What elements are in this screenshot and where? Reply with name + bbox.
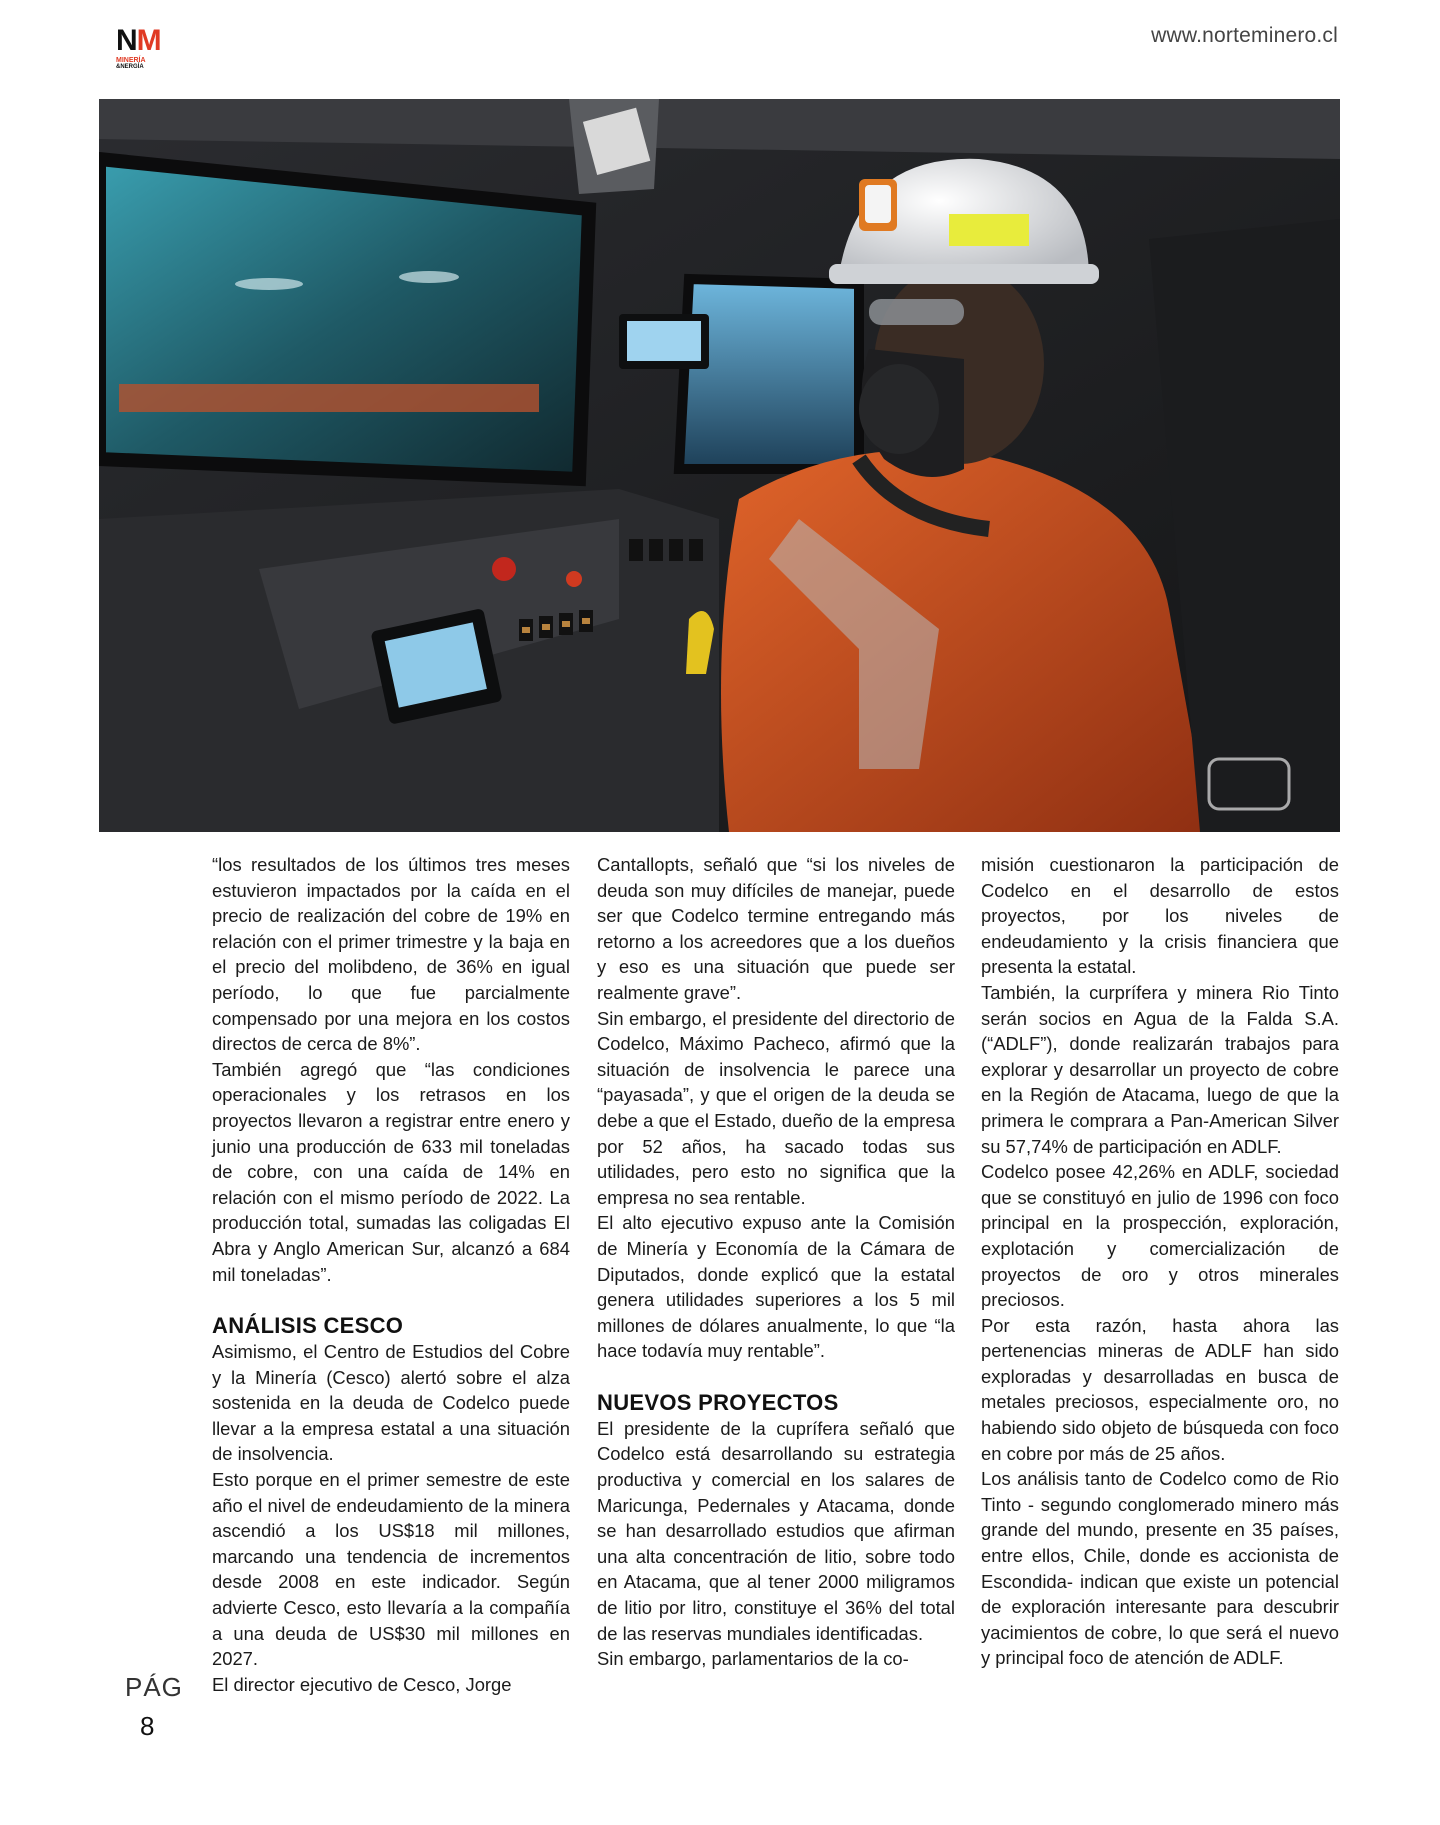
logo-letter-m: M: [136, 24, 161, 57]
section-heading-analisis-cesco: ANÁLISIS CESCO: [212, 1313, 404, 1339]
col3-paragraph-5: Los análisis tanto de Codelco como de Rio Tinto - segundo conglomerado minero más grande del mundo, presente en 35 países, entre ellos, Chile, donde es accionista de Escondida- indican que existe un potencial de exploración interesante para descubrir yacimientos de cobre, lo que será el nuevo y principal foco de atención de ADLF.: [981, 1468, 1339, 1669]
col2-paragraph-1: Cantallopts, señaló que “si los niveles de deuda son muy difíciles de manejar, puede ser que Codelco termine entregando más retorno a los acreedores que a los dueños y eso es una situación que puede ser realmente grave”.: [597, 854, 955, 1003]
article-column-2: [597, 852, 955, 1672]
col2-paragraph-3: El alto ejecutivo expuso ante la Comisión de Minería y Economía de la Cámara de Diputados, donde explicó que la estatal genera utilidades superiores a los 5 mil millones de dólares anualmente, lo que “la hace todavía muy rentable”.: [597, 1212, 955, 1362]
logo-letter-n: N: [116, 24, 137, 57]
col3-paragraph-1: misión cuestionaron la participación de Codelco en el desarrollo de estos proyectos, por los niveles de endeudamiento y la crisis financiera que presenta la estatal.: [981, 854, 1339, 978]
col1-paragraph-5: El director ejecutivo de Cesco, Jorge: [212, 1673, 512, 1695]
logo-subtitle-1: MINERÍA: [116, 57, 146, 64]
site-url[interactable]: www.norteminero.cl: [1151, 24, 1338, 47]
col3-paragraph-4: Por esta razón, hasta ahora las pertenencias mineras de ADLF han sido exploradas y desarrolladas en busca de metales preciosos, especialmente oro, no habiendo sido objeto de búsqueda con foco en cobre por más de 25 años.: [981, 1314, 1339, 1464]
col1-paragraph-2: También agregó que “las condiciones operacionales y los retrasos en los proyectos llevaron a registrar entre enero y junio una producción de 633 mil toneladas de cobre, con una caída de 14% en relación con el mismo período de 2022. La producción total, sumadas las coligadas El Abra y Anglo American Sur, alcanzó a 684 mil toneladas”.: [212, 1058, 570, 1285]
brand-logo: [116, 26, 176, 70]
section-heading-nuevos-proyectos: NUEVOS PROYECTOS: [597, 1389, 839, 1415]
col1-paragraph-1: “los resultados de los últimos tres meses estuvieron impactados por la caída en el precio de realización del cobre de 19% en relación con el primer trimestre y la baja en el precio del molibdeno, de 36% en igual período, lo que fue parcialmente compensado por una mejora en los costos directos de cerca de 8%”.: [212, 854, 570, 1055]
logo-subtitle-2: &NERGÍA: [116, 64, 144, 70]
col2-paragraph-5: Sin embargo, parlamentarios de la co-: [597, 1648, 909, 1670]
article-column-3: [981, 852, 1339, 1671]
col2-paragraph-2: Sin embargo, el presidente del directorio de Codelco, Máximo Pacheco, afirmó que la situación de insolvencia le parece una “payasada”, y que el origen de la deuda se debe a que el Estado, dueño de la empresa por 52 años, ha sacado todas sus utilidades, pero esto no significa que la empresa no sea rentable.: [597, 1007, 955, 1208]
miner-cab-photo: [99, 99, 1340, 832]
page-number: 8: [140, 1711, 155, 1741]
article-column-1: [212, 852, 570, 1697]
col2-paragraph-4: El presidente de la cuprífera señaló que Codelco está desarrollando su estrategia productiva y comercial en los salares de Maricunga, Pedernales y Atacama, donde se han desarrollado estudios que afirman una alta concentración de litio, sobre todo en Atacama, que al tener 2000 miligramos de litio por litro, constituye el 36% del total de las reservas mundiales identificadas.: [597, 1417, 955, 1644]
page-label: PÁG: [125, 1672, 183, 1702]
col3-paragraph-3: Codelco posee 42,26% en ADLF, sociedad que se constituyó en julio de 1996 con foco principal en la prospección, exploración, explotación y comercialización de proyectos de oro y otros minerales preciosos.: [981, 1161, 1339, 1311]
col1-paragraph-3: Asimismo, el Centro de Estudios del Cobre y la Minería (Cesco) alertó sobre el alza sostenida en la deuda de Codelco puede llevar a la empresa estatal a una situación de insolvencia.: [212, 1341, 570, 1465]
col3-paragraph-2: También, la curprífera y minera Rio Tinto serán socios en Agua de la Falda S.A. (“ADLF”), donde realizarán trabajos para explorar y desarrollar un proyecto de cobre en la Región de Atacama, luego de que la primera le comprara a Pan-American Silver su 57,74% de participación en ADLF.: [981, 981, 1339, 1157]
col1-paragraph-4: Esto porque en el primer semestre de este año el nivel de endeudamiento de la minera ascendió a los US$18 mil millones, marcando una tendencia de incrementos desde 2008 en este indicador. Según advierte Cesco, esto llevaría a la compañía a una deuda de US$30 mil millones en 2027.: [212, 1469, 570, 1670]
